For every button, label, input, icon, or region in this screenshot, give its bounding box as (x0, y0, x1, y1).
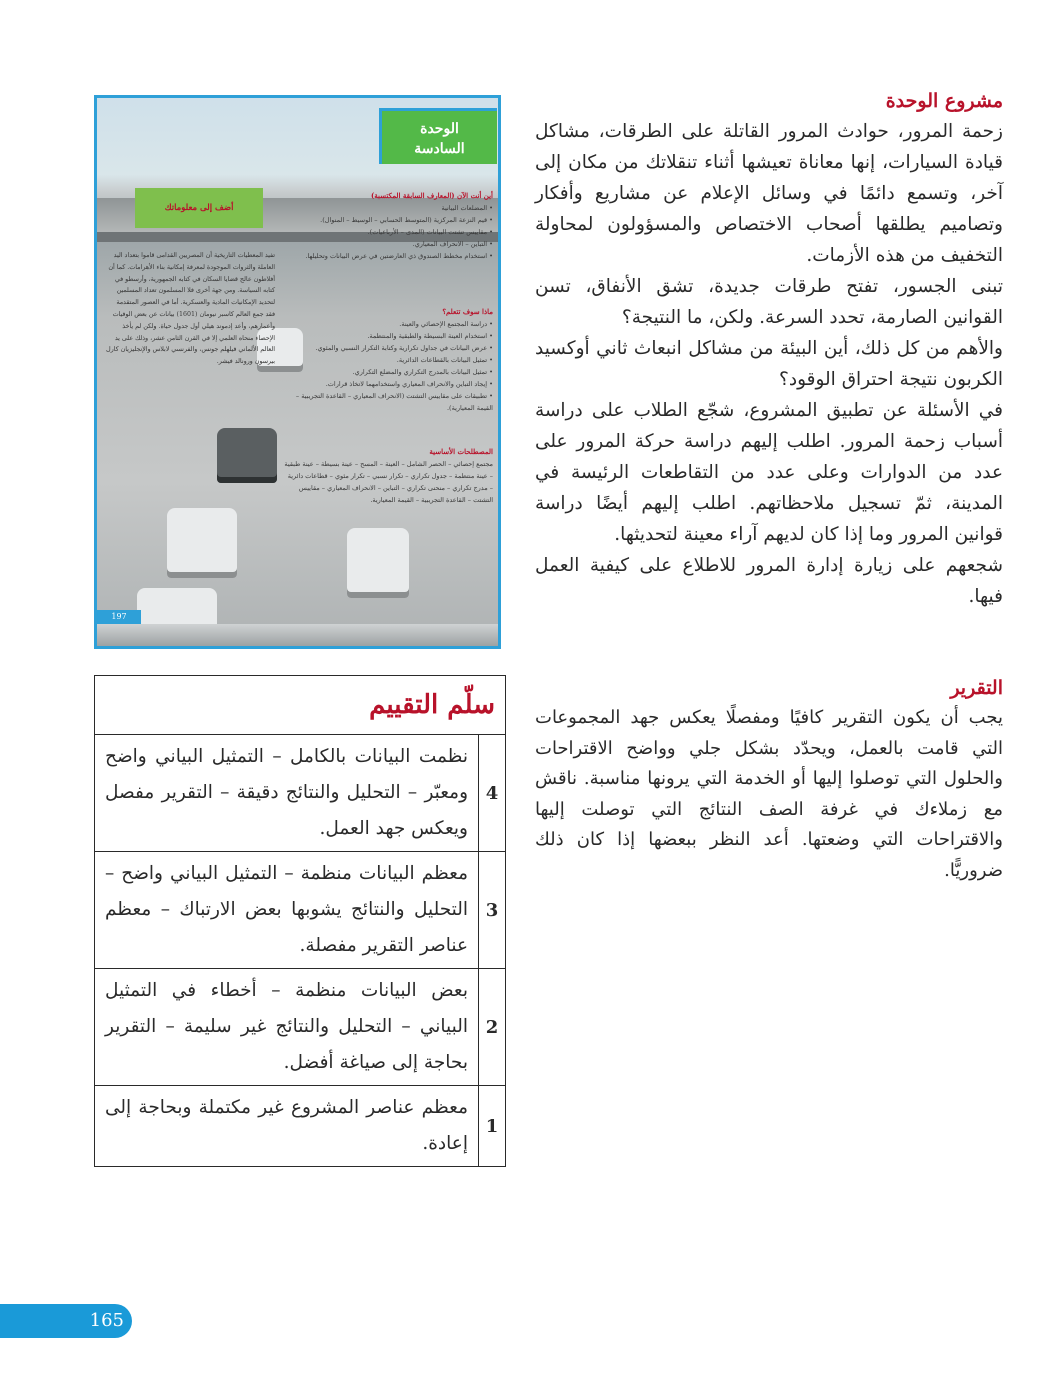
report-paragraph: يجب أن يكون التقرير كافيًا ومفصلًا يعكس جهد المجموعات التي قامت بالعمل، ويحدّد بشكل جلي وواضح الاقتراحات والحلول التي توصلوا إليها أو الخدمة التي يرونها مناسبة. ناقش مع زملاءك في غرفة الصف النتائج التي توصلت إليها والاقتراحات التي وضعتها. أعد النظر ببعضها إذا كان ذلك ضروريًّا. (535, 707, 1003, 881)
car-image (347, 528, 409, 598)
rubric-description: معظم عناصر المشروع غير مكتملة وبحاجة إلى إعادة. (105, 1097, 468, 1154)
learning-heading: ماذا سوف تتعلم؟ (442, 307, 493, 316)
rubric-description: نظمت البيانات بالكامل – التمثيل البياني واضح ومعبّر – التحليل والنتائج دقيقة – التقرير مفصل ويعكس جهد العمل. (105, 746, 468, 839)
project-paragraph-4: في الأسئلة عن تطبيق المشروع، شجّع الطلاب على دراسة أسباب زحمة المرور. اطلب إليهم دراسة حركة المرور على عدد من الدوارات وعلى عدد من التقاطعات الرئيسة في المدينة، ثمّ تسجيل ملاحظاتهم. اطلب إليهم أيضًا دراسة قوانين المرور وما إذا كان لديهم آراء معينة لتحديثها. (535, 400, 1003, 545)
learning-item: • تمثيل البيانات بالمدرج التكراري والمضلع التكراري. (352, 368, 493, 376)
learning-item: • تطبيقات على مقاييس التشتت (الانحراف المعياري – القاعدة التجريبية – القيمة المعيارية). (295, 392, 493, 412)
unit-title-line-1: الوحدة (420, 121, 459, 137)
prior-knowledge-block (283, 190, 493, 262)
key-terms-text: مجتمع إحصائي – الحصر الشامل – العينة – المسح – عينة بسيطة – عينة طبقية – عينة منتظمة – جدول تكراري – تكرار نسبي – تكرار مئوي – قطاعات دائرية – مدرج تكراري – منحنى تكراري – التباين – الانحراف المعياري – مقاييس التشتت – القاعدة التجريبية – القيمة المعيارية. (284, 460, 493, 504)
page-number: 165 (0, 1304, 132, 1338)
report-heading: التقرير (950, 677, 1003, 699)
car-image (167, 508, 237, 578)
project-heading: مشروع الوحدة (885, 90, 1003, 112)
learning-item: • عرض البيانات في جداول تكرارية وكتابة التكرار النسبي والمئوي. (315, 344, 493, 352)
car-image (217, 428, 277, 483)
prior-item: • التباين – الانحراف المعياري. (412, 240, 493, 248)
prior-item: • مقاييس تشتت البيانات (المدى – الأرباعيات). (367, 228, 493, 236)
rubric-description: معظم البيانات منظمة – التمثيل البياني واضح – التحليل والنتائج يشوبها بعض الارتباك – معظم عناصر التقرير مفصلة. (105, 863, 468, 956)
info-tag: أضف إلى معلوماتك (135, 188, 263, 228)
project-paragraph-1: زحمة المرور، حوادث المرور القاتلة على الطرقات، مشاكل قيادة السيارات، إنها معاناة تعيشها أثناء تنقلاتك من مكان إلى آخر، وتسمع دائمًا في وسائل الإعلام عن مشاريع وأفكار وتصاميم يطلقها أصحاب الاختصاص والمسؤولون لمحاولة التخفيف من هذه الأزمات. (535, 121, 1003, 266)
prior-knowledge-heading: أين أنت الآن (المعارف السابقة المكتسبة) (370, 191, 493, 200)
unit-project-section (535, 86, 1003, 612)
rubric-score: 3 (478, 852, 505, 968)
assessment-rubric (94, 675, 506, 1167)
rubric-description: بعض البيانات منظمة – أخطاء في التمثيل البياني – التحليل والنتائج غير سليمة – التقرير بحاجة إلى صياغة أفضل. (105, 980, 468, 1073)
project-paragraph-2: تبنى الجسور، تفتح طرقات جديدة، تشق الأنفاق، تسن القوانين الصارمة، تحدد السرعة. ولكن، ما النتيجة؟ (535, 276, 1003, 328)
unit-title-line-2: السادسة (414, 141, 465, 157)
project-paragraph-3: والأهم من كل ذلك، أين البيئة من مشاكل انبعاث ثاني أوكسيد الكربون نتيجة احتراق الوقود؟ (535, 338, 1003, 390)
history-text: تفيد المعطيات التاريخية أن المصريين القدامى قاموا بتعداد اليد العاملة والثروات الموجودة لمعرفة إمكانية بناء الأهرامات. كما أن أفلاطون عالج قضايا السكان في كتابه الجمهورية، وأرسطو في كتابه السياسة. ومن جهة أخرى فلا المسلمون تعداد المسلمين لتحديد الإمكانيات المادية والعسكرية. أما في العصور المتقدمة فقد جمع العالم كاسبر نيومان (1601) بيانات عن بعض الوفيات وأعمارهم، وأعد إدموند هيلي أول جدول حياة. ولكن لم يأخذ الإحصاء منحاه العلمي إلا في القرن الثامن عشر، وذلك على يد العالم الألماني فيلهلم جونس، والفرنسي لابلاس والإنجليزيان كارل بيرسون ورونالد فيشر. (106, 252, 275, 366)
rubric-title: سلّم التقييم (95, 676, 505, 735)
report-section (535, 673, 1003, 886)
unit-banner (379, 108, 497, 164)
student-page-thumbnail (94, 95, 501, 649)
rubric-row (95, 1086, 505, 1166)
rubric-score: 2 (478, 969, 505, 1085)
rubric-score: 1 (478, 1086, 505, 1166)
learning-item: • استخدام العينة البسيطة والطبقية والمنتظمة. (367, 332, 493, 340)
thumbnail-page-number: 197 (97, 610, 141, 624)
learning-item: • تمثيل البيانات بالقطاعات الدائرية. (396, 356, 493, 364)
key-terms-heading: المصطلحات الأساسية (429, 447, 493, 456)
rubric-row (95, 852, 505, 969)
prior-item: • المضلعات البيانية (441, 204, 493, 212)
rubric-row (95, 735, 505, 852)
rubric-row (95, 969, 505, 1086)
rubric-score: 4 (478, 735, 505, 851)
prior-item: • قيم النزعة المركزية (المتوسط الحسابي – الوسيط – المنوال). (320, 216, 493, 224)
project-paragraph-5: شجعهم على زيارة إدارة المرور للاطلاع على كيفية العمل فيها. (535, 555, 1003, 607)
key-terms-block (283, 446, 493, 506)
learning-item: • إيجاد التباين والانحراف المعياري واستخدامهما لاتخاذ قرارات. (325, 380, 493, 388)
learning-block (283, 306, 493, 414)
learning-item: • دراسة المجتمع الإحصائي والعينة. (399, 320, 493, 328)
prior-item: • استخدام مخطط الصندوق ذي العارضتين في عرض البيانات وتحليلها. (305, 252, 493, 260)
